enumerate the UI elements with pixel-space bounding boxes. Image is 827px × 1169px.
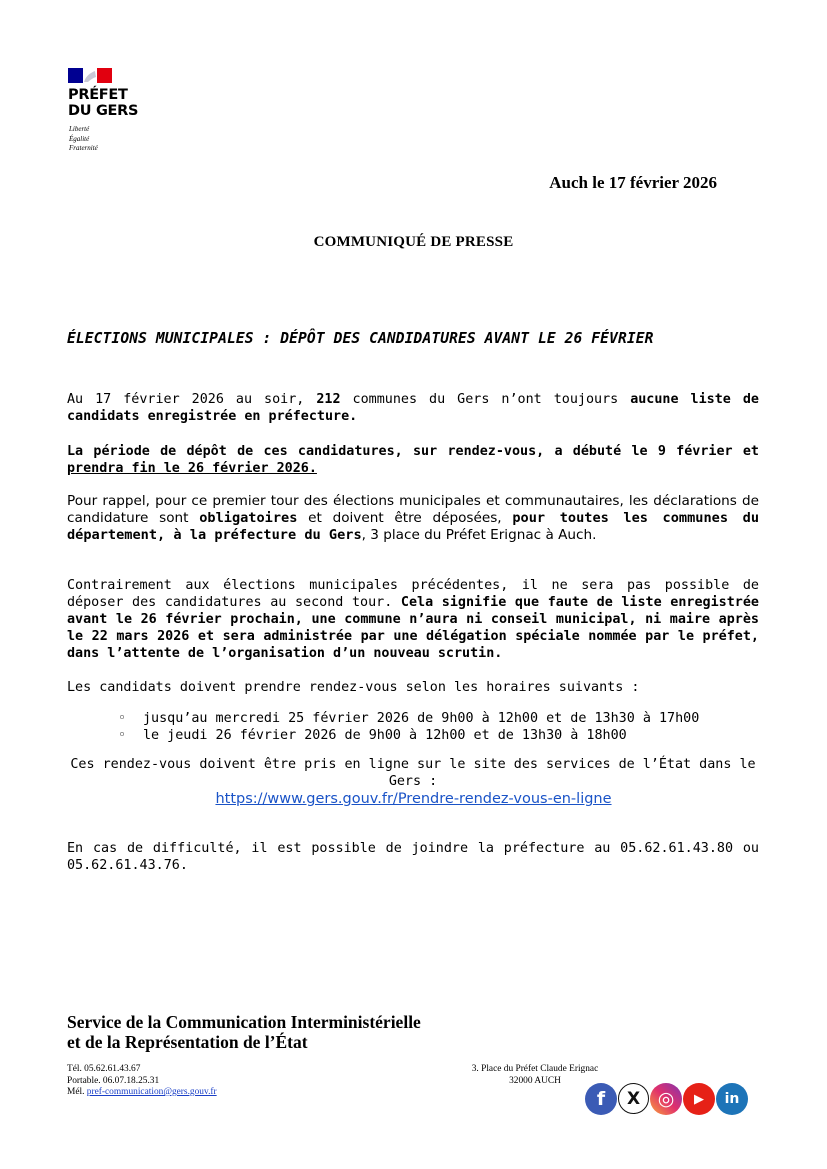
footer-title-line-1: Service de la Communication Interministérielle bbox=[67, 1012, 421, 1032]
instagram-glyph: ◎ bbox=[657, 1088, 675, 1110]
list-item bbox=[118, 710, 699, 727]
schedule-item-text: jusqu’au mercredi 25 février 2026 de 9h00 à 12h00 et de 13h30 à 17h00 bbox=[143, 711, 700, 726]
paragraph-schedule-intro: Les candidats doivent prendre rendez-vous selon les horaires suivants : bbox=[67, 680, 640, 695]
address-line-2: 32000 AUCH bbox=[509, 1075, 561, 1086]
p4-emphasis: Cela signifie que faute de liste enregistrée avant le 26 février prochain, une commune n’aura ni conseil municipal, ni maire après le 22 mars 2026 et sera administrée par une délégation spéciale nommée par le préfet, dans l’attente de l’organisation d’un nouveau scrutin. bbox=[67, 595, 759, 661]
linkedin-icon[interactable] bbox=[716, 1083, 748, 1115]
logo-line-1: PRÉFET bbox=[68, 87, 128, 103]
logo-line-2: DU GERS bbox=[68, 102, 139, 119]
p1-count: 212 bbox=[316, 392, 341, 407]
paragraph-contact: En cas de difficulté, il est possible de joindre la préfecture au 05.62.61.43.80 ou 05.62.61.43.76. bbox=[67, 841, 759, 873]
youtube-glyph: ▶ bbox=[694, 1091, 704, 1107]
paragraph-intro bbox=[67, 391, 759, 425]
prefet-logo-text bbox=[68, 88, 138, 119]
p3-emphasis: pour toutes les communes du département, à la préfecture du Gers bbox=[67, 510, 759, 543]
footer-tel: Tél. 05.62.61.43.67 bbox=[67, 1064, 141, 1074]
footer-contact bbox=[67, 1064, 217, 1099]
schedule-list bbox=[118, 710, 699, 744]
youtube-icon[interactable] bbox=[683, 1083, 715, 1115]
link-line bbox=[0, 791, 827, 807]
paragraph-period bbox=[67, 443, 759, 477]
social-icons bbox=[585, 1083, 748, 1115]
email-link[interactable]: pref-communication@gers.gouv.fr bbox=[86, 1087, 217, 1097]
list-item bbox=[118, 727, 699, 744]
appointment-link[interactable]: https://www.gers.gouv.fr/Prendre-rendez-vous-en-ligne bbox=[215, 791, 612, 807]
footer-mel bbox=[67, 1087, 217, 1099]
address-line-1: 3. Place du Préfet Claude Erignac bbox=[471, 1064, 599, 1074]
motto-fraternite: Fraternité bbox=[69, 144, 98, 152]
paragraph-reminder bbox=[67, 493, 759, 544]
bullet-icon: ◦ bbox=[118, 711, 127, 726]
motto-egalite: Égalité bbox=[69, 134, 90, 143]
linkedin-glyph: in bbox=[724, 1091, 740, 1107]
p3-text-e: , 3 place du Préfet Erignac à Auch. bbox=[361, 527, 597, 543]
footer-service-title bbox=[67, 1012, 421, 1052]
schedule-item-text: le jeudi 26 février 2026 de 9h00 à 12h00 et de 13h30 à 18h00 bbox=[143, 728, 627, 743]
p1-text-a: Au 17 février 2026 au soir, bbox=[67, 392, 317, 407]
p2-deadline: prendra fin le 26 février 2026. bbox=[67, 461, 317, 476]
p3-text-a: Pour rappel, pour ce premier tour des élections municipales et communautaires, les déclarations de candidature sont bbox=[67, 493, 759, 526]
paragraph-second-round bbox=[67, 577, 759, 662]
press-release-subtitle: ÉLECTIONS MUNICIPALES : DÉPÔT DES CANDIDATURES AVANT LE 26 FÉVRIER bbox=[67, 330, 654, 347]
x-glyph: X bbox=[626, 1088, 641, 1109]
facebook-icon[interactable] bbox=[585, 1083, 617, 1115]
logo-motto bbox=[69, 125, 98, 154]
marianne-flag-icon bbox=[68, 68, 112, 83]
document-date: Auch le 17 février 2026 bbox=[549, 173, 717, 192]
page-title: COMMUNIQUÉ DE PRESSE bbox=[313, 234, 514, 250]
bullet-icon: ◦ bbox=[118, 728, 127, 743]
footer-title-line-2: et de la Représentation de l’État bbox=[67, 1032, 308, 1052]
p4-text-a: Contrairement aux élections municipales précédentes, il ne sera pas possible de déposer des candidatures au second tour. bbox=[67, 578, 759, 610]
footer-portable: Portable. 06.07.18.25.31 bbox=[67, 1075, 160, 1086]
p3-mandatory: obligatoires bbox=[199, 510, 298, 526]
motto-liberte: Liberté bbox=[69, 125, 90, 133]
instagram-icon[interactable] bbox=[650, 1083, 682, 1115]
facebook-glyph: f bbox=[596, 1088, 606, 1110]
p3-text-c: et doivent être déposées, bbox=[297, 510, 513, 526]
mel-label: Mél. bbox=[67, 1087, 87, 1097]
republic-logo-flag bbox=[68, 68, 112, 83]
paragraph-online: Ces rendez-vous doivent être pris en ligne sur le site des services de l’État dans le Gers : bbox=[70, 757, 756, 789]
x-icon[interactable] bbox=[618, 1083, 649, 1114]
p1-text-c: communes du Gers n’ont toujours bbox=[340, 392, 631, 407]
p1-emphasis: aucune liste de candidats enregistrée en préfecture. bbox=[67, 392, 759, 424]
p2-text-a: La période de dépôt de ces candidatures, sur rendez-vous, a débuté le 9 février et bbox=[67, 444, 759, 459]
